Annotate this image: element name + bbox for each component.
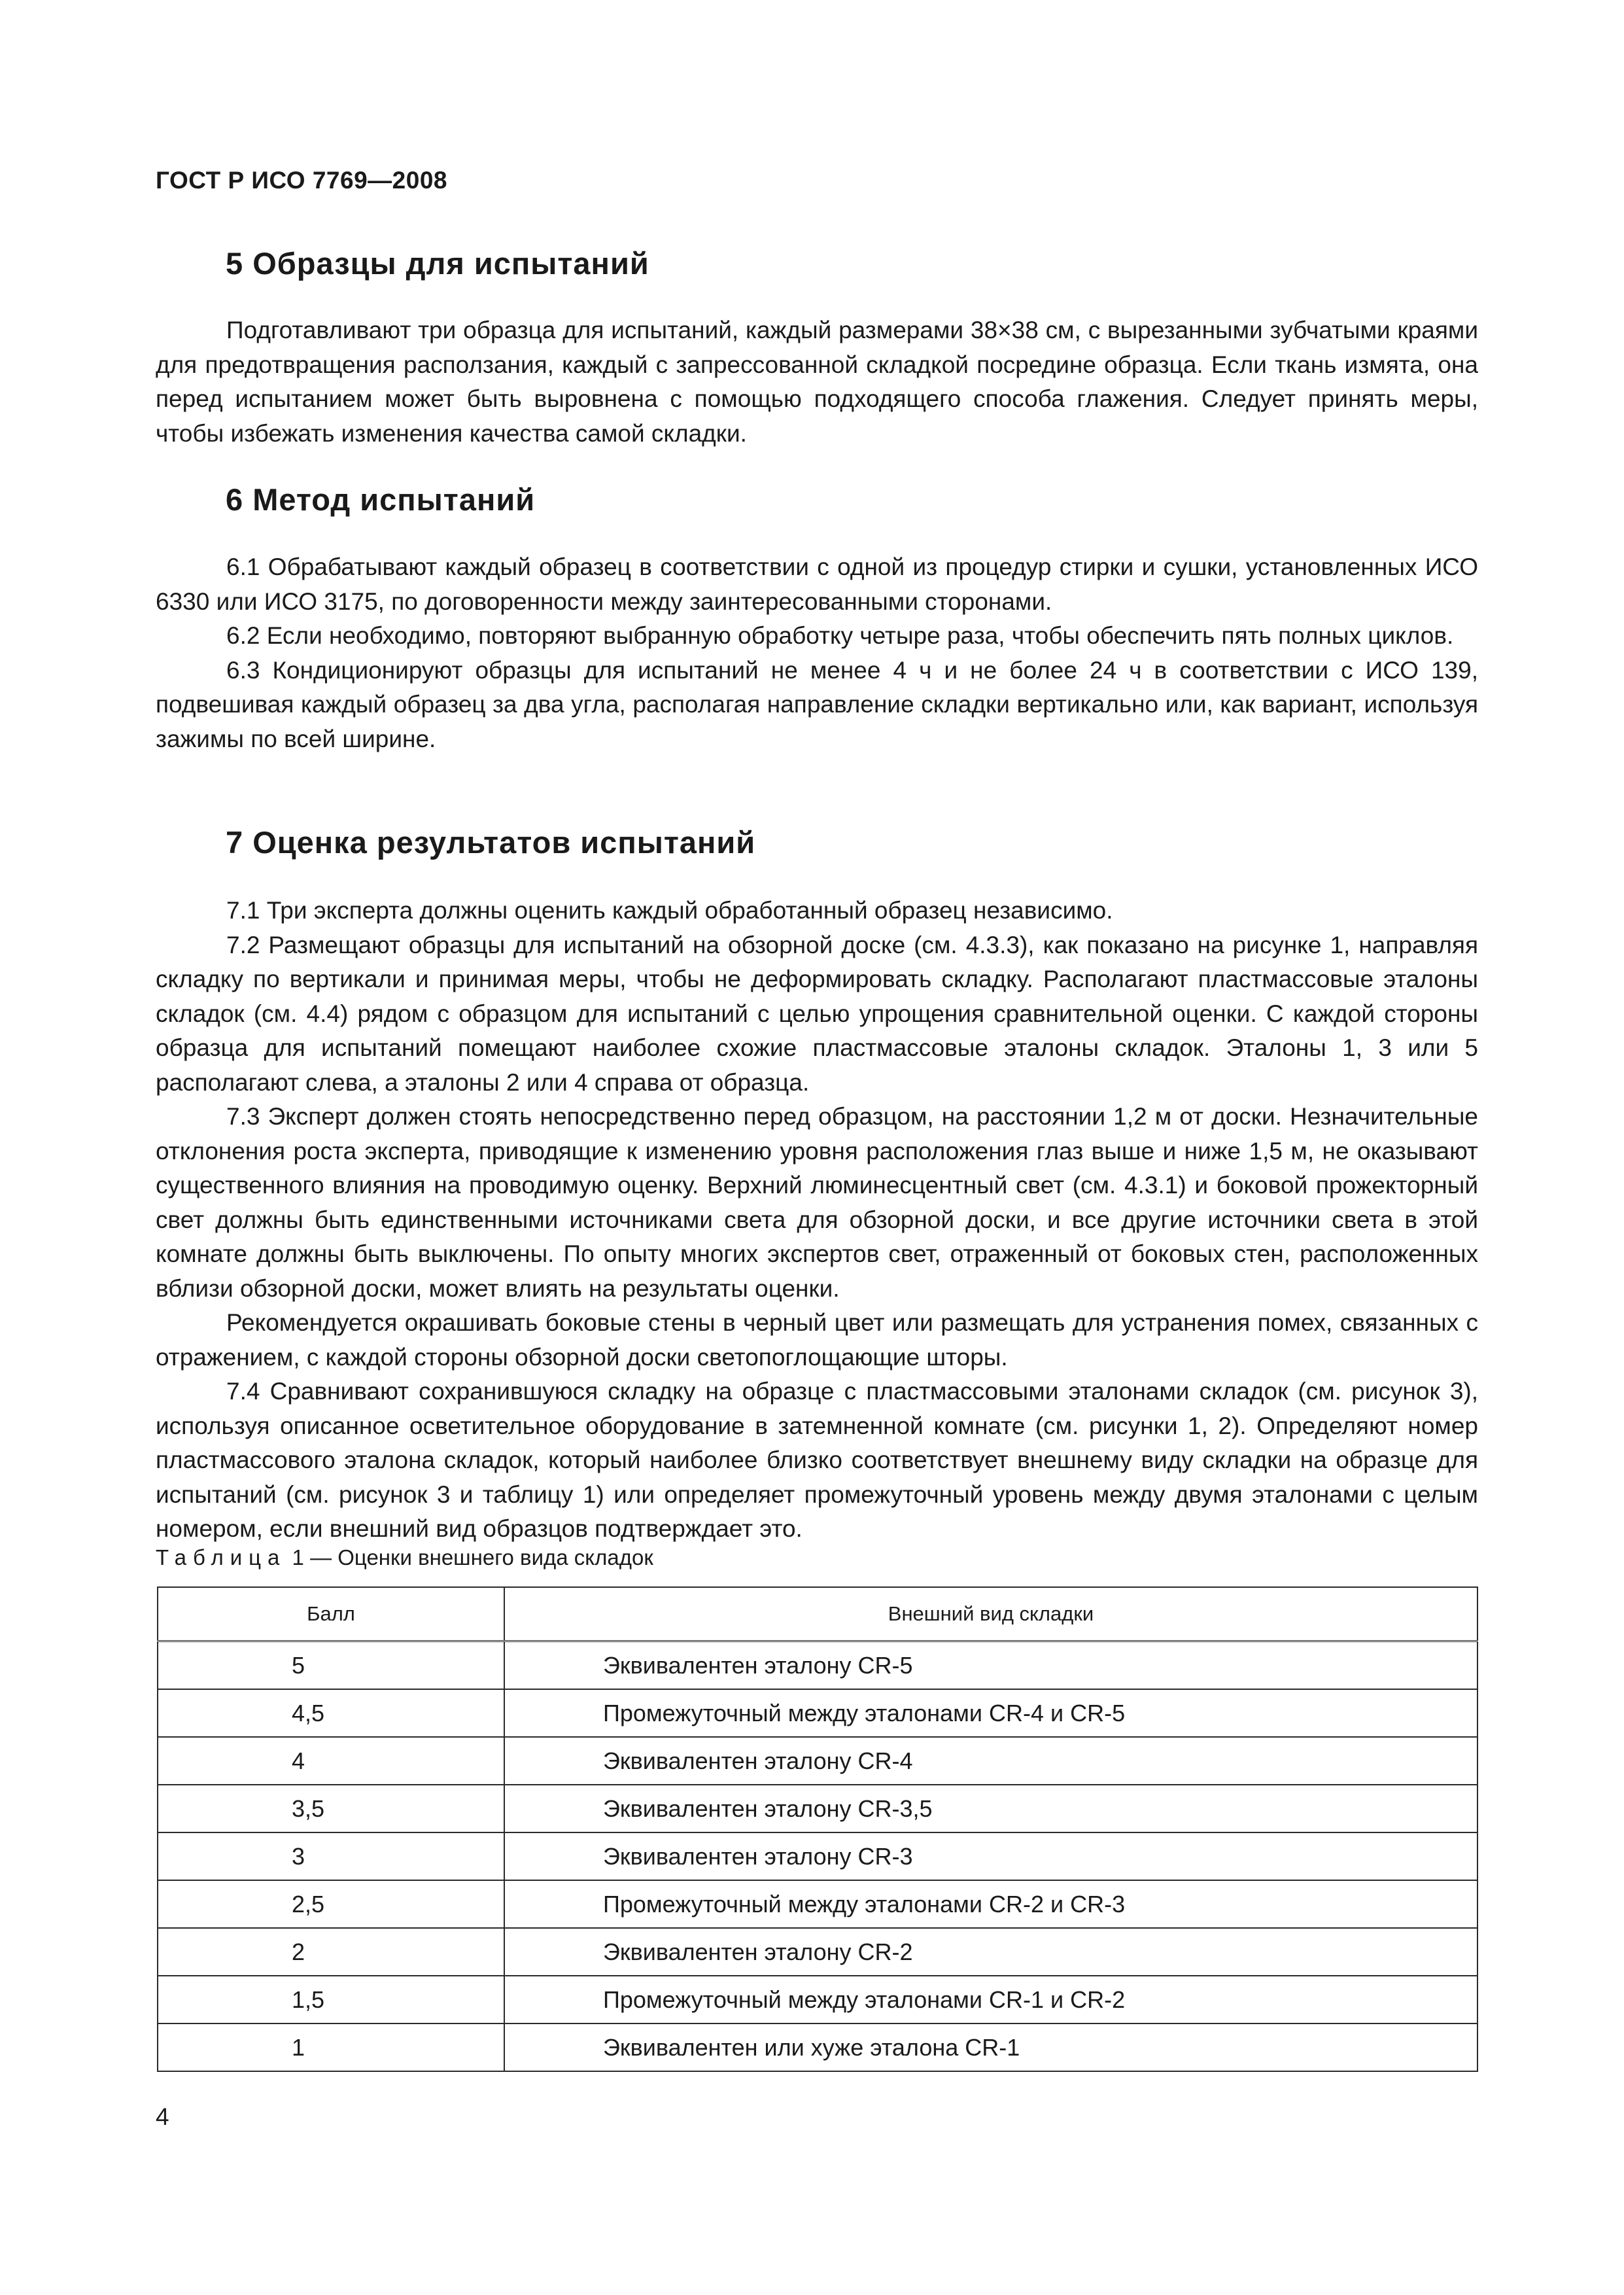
paragraph: 7.4 Сравнивают сохранившуюся складку на образце с пластмассовыми эталонами складок (см. рисунок 3), используя описанное осветительное оборудование в затемненной комнате (см. рисунки 1, 2). Определяют номер пластмассового эталона складок, который наиболее близко соответствует внешнему виду складки на образце для испытаний (см. рисунок 3 и таблицу 1) или определяет промежуточный уровень между двумя эталонами с целым номером, если внешний вид образцов подтверждает это. — [156, 1378, 1478, 1542]
table-caption-label: Таблица — [156, 1545, 286, 1569]
paragraph: 7.3 Эксперт должен стоять непосредственно перед образцом, на расстоянии 1,2 м от доски. Незначительные отклонения роста эксперта, приводящие к изменению уровня расположения глаз выше и ниже 1,5 м, не оказывают существенного влияния на проводимую оценку. Верхний люминесцентный свет (см. 4.3.1) и боковой прожекторный свет должны быть единственными источниками света для обзорной доски, и все другие источники света в этой комнате должны быть выключены. По опыту многих экспертов свет, отраженный от боковых стен, расположенных вблизи обзорной доски, может влиять на результаты оценки. — [156, 1103, 1478, 1302]
paragraph: 6.1 Обрабатывают каждый образец в соответствии с одной из процедур стирки и сушки, установленных ИСО 6330 или ИСО 3175, по договоренности между заинтересованными сторонами. — [156, 553, 1478, 615]
table-row — [158, 1976, 1477, 2023]
column-header-grade: Балл — [158, 1587, 504, 1641]
section-5-body — [156, 313, 1478, 451]
grade-cell: 2 — [158, 1928, 504, 1976]
appearance-cell: Эквивалентен эталону CR-2 — [504, 1928, 1477, 1976]
table-row — [158, 1689, 1477, 1737]
table-caption — [156, 1545, 653, 1570]
section-6-body — [156, 550, 1478, 756]
standard-designation: ГОСТ Р ИСО 7769—2008 — [156, 167, 447, 194]
paragraph: 6.2 Если необходимо, повторяют выбранную обработку четыре раза, чтобы обеспечить пять полных циклов. — [226, 622, 1454, 649]
appearance-cell: Промежуточный между эталонами CR-2 и CR-3 — [504, 1880, 1477, 1928]
appearance-cell: Эквивалентен или хуже эталона CR-1 — [504, 2023, 1477, 2071]
appearance-cell: Эквивалентен эталону CR-5 — [504, 1641, 1477, 1690]
appearance-cell: Промежуточный между эталонами CR-4 и CR-5 — [504, 1689, 1477, 1737]
section-5-heading: 5 Образцы для испытаний — [226, 246, 649, 281]
appearance-cell: Эквивалентен эталону CR-3 — [504, 1832, 1477, 1880]
appearance-cell: Эквивалентен эталону CR-4 — [504, 1737, 1477, 1785]
paragraph: Рекомендуется окрашивать боковые стены в черный цвет или размещать для устранения помех, связанных с отражением, с каждой стороны обзорной доски светопоглощающие шторы. — [156, 1309, 1478, 1371]
table-caption-title: 1 — Оценки внешнего вида складок — [286, 1545, 653, 1569]
paragraph: 6.3 Кондиционируют образцы для испытаний не менее 4 ч и не более 24 ч в соответствии с ИСО 139, подвешивая каждый образец за два угла, располагая направление складки вертикально или, как вариант, используя зажимы по всей ширине. — [156, 656, 1478, 752]
paragraph: 7.2 Размещают образцы для испытаний на обзорной доске (см. 4.3.3), как показано на рисунке 1, направляя складку по вертикали и принимая меры, чтобы не деформировать складку. Располагают пластмассовые эталоны складок (см. 4.4) рядом с образцом для испытаний с целью упрощения сравнительной оценки. С каждой стороны образца для испытаний помещают наиболее схожие пластмассовые эталоны складок. Эталоны 1, 3 или 5 располагают слева, а эталоны 2 или 4 справа от образца. — [156, 931, 1478, 1096]
section-6-heading: 6 Метод испытаний — [226, 482, 536, 517]
paragraph: 7.1 Три эксперта должны оценить каждый обработанный образец независимо. — [226, 897, 1113, 924]
grade-cell: 3,5 — [158, 1785, 504, 1832]
grade-cell: 1,5 — [158, 1976, 504, 2023]
grade-cell: 4,5 — [158, 1689, 504, 1737]
table-row — [158, 1832, 1477, 1880]
table-row — [158, 1641, 1477, 1690]
grade-cell: 2,5 — [158, 1880, 504, 1928]
grades-table — [157, 1586, 1478, 2072]
grade-cell: 5 — [158, 1641, 504, 1690]
appearance-cell: Промежуточный между эталонами CR-1 и CR-2 — [504, 1976, 1477, 2023]
section-7-heading: 7 Оценка результатов испытаний — [226, 825, 756, 860]
appearance-cell: Эквивалентен эталону CR-3,5 — [504, 1785, 1477, 1832]
table-row — [158, 1785, 1477, 1832]
page-number: 4 — [156, 2103, 169, 2130]
table-row — [158, 1737, 1477, 1785]
table-header-row — [158, 1587, 1477, 1641]
grade-cell: 3 — [158, 1832, 504, 1880]
paragraph: Подготавливают три образца для испытаний, каждый размерами 38×38 см, с вырезанными зубчатыми краями для предотвращения расползания, каждый с запрессованной складкой посредине образца. Если ткань измята, она перед испытанием может быть выровнена с помощью подходящего способа глажения. Следует принять меры, чтобы избежать изменения качества самой складки. — [156, 317, 1478, 447]
column-header-appearance: Внешний вид складки — [504, 1587, 1477, 1641]
section-7-body — [156, 894, 1478, 1547]
table-row — [158, 2023, 1477, 2071]
grade-cell: 1 — [158, 2023, 504, 2071]
table-row — [158, 1880, 1477, 1928]
grade-cell: 4 — [158, 1737, 504, 1785]
table-row — [158, 1928, 1477, 1976]
